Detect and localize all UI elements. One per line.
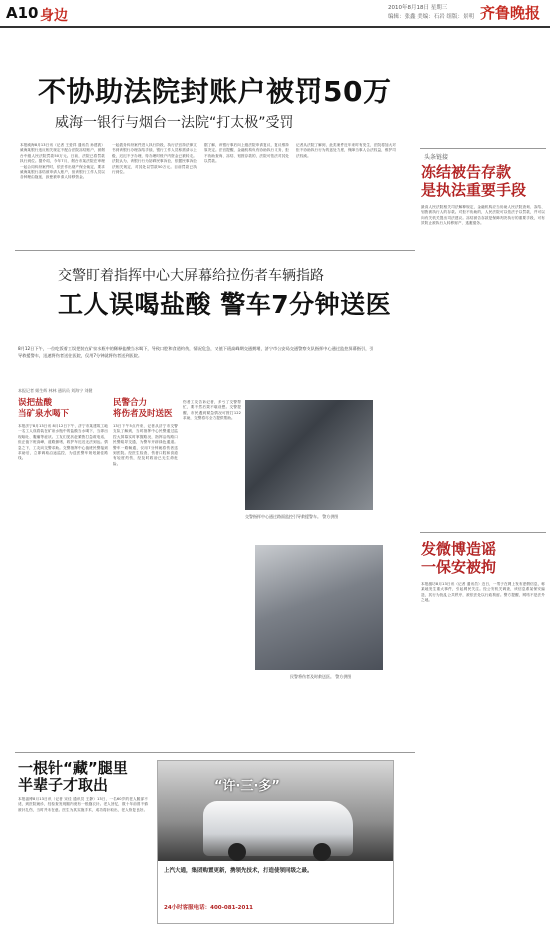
ad-slogan: 上汽大通，集团购置更新，携领先技术，打造使领同级之最。 [164,868,313,874]
story2-lead: 8月12日下午，一位吃饭着工误把装在矿泉水瓶中的稀释盐酸当水喝下，导致口腔和食道灼伤，情况危急，又值下班高峰期交通拥堵，济宁市公安局交通警察支队指挥中心通过监控屏幕指引，引导救援警车，迅速将伤者送往医院，仅用7分钟就将伤者送到医院。 [18,346,374,358]
divider [420,532,546,533]
issue-date: 2010年8月18日 星期三 [388,5,448,11]
section-label: 身边 [40,8,68,24]
story3-body: 本报淄博8月13日讯（记者 宋佳 通讯员 王静）13日，一名60岁的老人腿部不适，到医院就诊，经检查发现腿内竟有一根缝衣针。老人回忆，数十年前曾不慎被针扎伤，当时并未在意。医生为其实施手术，成功将针取出，老人恢复良好。 [18,797,148,812]
photo-control-center [245,400,373,510]
story2-subhead-b: 民警合力 将伤者及时送医 [113,398,173,419]
story2-col-c: 伤者工友告诉记者，多亏了交警帮忙，要不然后果不堪设想。交警提醒，市民遇到紧急情况可拨打122求助，交警将尽全力提供帮助。 [183,400,241,421]
story1-col4: 记者从法院了解到，此类案件近年来时有发生，法院将加大对拒不协助执行行为的惩处力度，保障当事人合法权益，维护司法权威。 [296,143,396,158]
advertisement [157,760,394,924]
ad-banner [158,761,393,861]
page-number: A10 [6,4,39,22]
story1-col3: 据了解，该银行事后向上级法院申请复议，复议维持原决定。法官提醒，金融机构负有协助执行义务，拒不协助查询、冻结、划拨存款的，法院可依法对其处以罚款。 [204,143,289,164]
story4-body: 最高人民法院相关司法解释规定，金融机构应当协助人民法院查询、冻结、划拨被执行人的存款。对拒不协助的，人民法院可以依法予以罚款，并可以向有关机关提出司法建议。冻结被告存款是保障判决执行的重要手段，可有效防止被执行人转移财产、逃避债务。 [421,205,545,226]
story2-byline: 本报记者 姬生辉 林林 通讯员 刘海宁 刘健 [18,388,93,393]
van-wheel [228,843,246,861]
sidebar-tag: 头条链接 [424,154,449,161]
newspaper-logo: 齐鲁晚报 [480,4,541,22]
story1-col1: 本报威海8月13日讯（记者 王爱祥 通讯员 孙建波）威海某银行违反相关规定不配合法院冻结账户，被烟台中级人民法院罚款50万元。日前，法院已将罚款执行到位。据介绍，今年7月，烟台市某法院在审理一起合同纠纷案件时，依法作出财产保全裁定，要求威海某银行冻结被申请人账户，但该银行工作人员以各种理由拖延，致使被申请人转移资金。 [20,143,105,180]
ad-footer [158,861,393,923]
photo-police-escort [255,545,383,670]
story2-headline: 工人误喝盐酸 警车7分钟送医 [58,290,392,319]
story3-headline: 一根针“藏”腿里 半辈子才取出 [18,759,128,794]
story1-headline: 不协助法院封账户被罚50万 [38,75,392,108]
story1-col2: 一起债务纠纷案件进入执行阶段，执行法官持法律文书到该银行办理冻结手续，银行工作人员称需请示上级，迟迟不予办理，待办理时账户内资金已被转走。法院认为，该银行行为妨碍民事诉讼，依据民事诉讼法相关规定，对其处以罚款50万元。目前罚款已执行到位。 [112,143,197,175]
story2-col-b: 13日下午5点许来，记者从济宁市交警支队了解到，当时指挥中心民警通过监控大屏幕实时掌握路况，指挥沿线路口民警疏导交通，为警车开辟绿色通道。警车一路畅通，仅用7分钟就将伤者送到医院。经医生检查，伤者口腔和食道有轻度灼伤，经及时救治已无生命危险。 [113,424,178,466]
van-image [203,801,353,856]
ad-phone: 24小时客服电话：400-081-2011 [164,905,253,911]
story2-col-a: 本报济宁8月13日讯 8月12日下午，济宁市某建筑工地一名工人误将装在矿泉水瓶中的盐酸当水喝下，当即出现呕吐、腹痛等症状。工友们见状赶紧拨打急救电话，但正值下班高峰，道路拥堵，救护车迟迟无法到达。情急之下，工友向交警求助。交警指挥中心值班民警接到求助后，立即调取沿途监控，为送医警车规划最佳路线。 [18,424,108,461]
story5-headline: 发微博造谣 一保安被拘 [421,540,497,576]
story4-headline: 冻结被告存款 是执法重要手段 [421,163,527,199]
photo2-caption: 民警将伤者及时救送医。 警方供图 [290,674,352,679]
editor-line: 编辑：张鑫 美编：石岩 组版：景明 [388,14,474,20]
story2-subhead-a: 误把盐酸 当矿泉水喝下 [18,398,70,419]
ad-brand: “许·三·多” [214,779,280,794]
van-wheel [313,843,331,861]
story1-subtitle: 威海一银行与烟台一法院“打太极”受罚 [55,115,294,131]
story2-kicker: 交警盯着指挥中心大屏幕给拉伤者车辆指路 [58,268,324,284]
photo1-caption: 交警指挥中心通过路面监控引导救援警车。 警方供图 [245,514,339,519]
sidebar-divider [420,148,546,149]
divider [15,250,415,251]
divider [15,752,415,753]
story5-body: 本报潍坊8月13日讯（记者 通讯员）近日，一男子在网上发布虚假信息，称某地发生重大事件，引起网民关注。经公安机关调查，该信息系某保安编造，其行为扰乱公共秩序，被依法处以行政拘留。警方提醒，网络不是法外之地。 [421,582,545,603]
